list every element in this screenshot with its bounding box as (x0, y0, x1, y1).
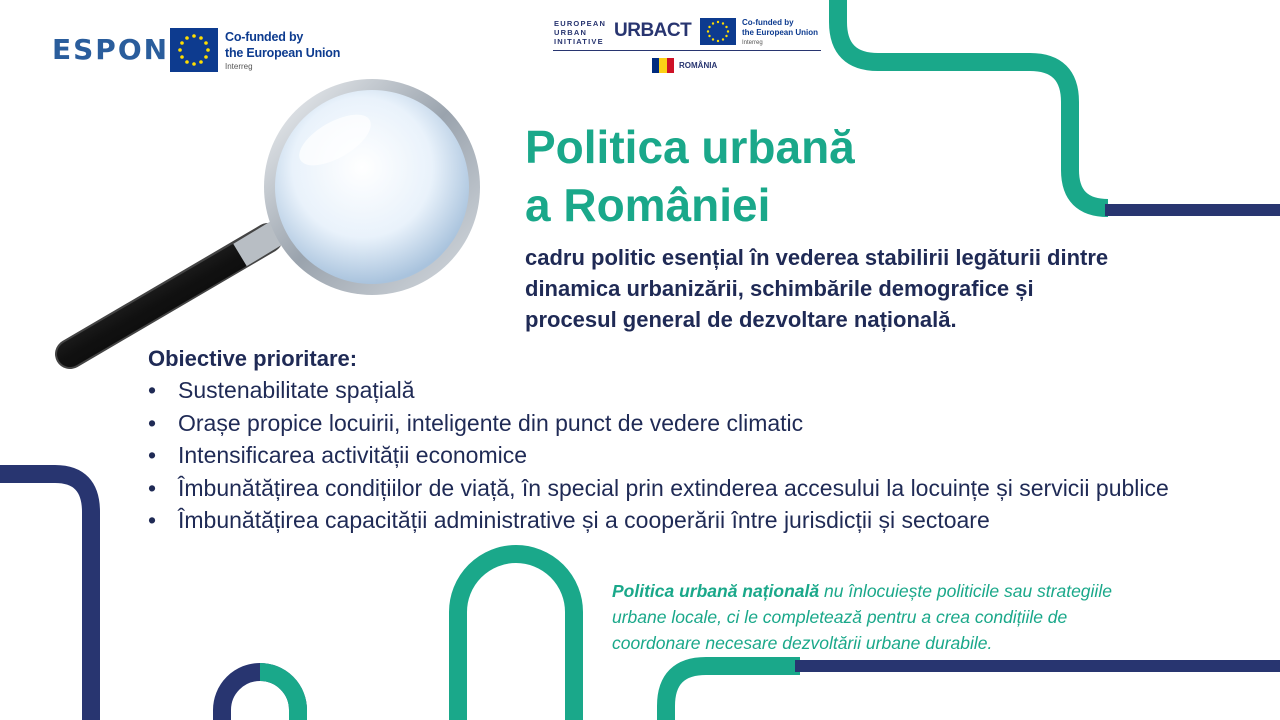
urbact-program-label: Interreg (742, 40, 763, 46)
espon-cofunded-text (225, 29, 340, 61)
logo-divider (553, 50, 821, 51)
bullet: • (148, 442, 157, 468)
navy-curve-left (0, 474, 91, 720)
magnifying-glass-icon (70, 79, 480, 354)
objective-text: Intensificarea activității economice (178, 442, 527, 468)
eui-line-3: INITIATIVE (554, 37, 604, 46)
espon-program-label: Interreg (225, 62, 253, 71)
list-item (148, 407, 1248, 440)
eui-line-1: EUROPEAN (554, 19, 607, 28)
eui-line-2: URBAN (554, 28, 588, 37)
teal-curve-top-right (838, 0, 1108, 208)
title-line-1: Politica urbană (525, 121, 855, 173)
note-line-3: coordonare necesare dezvoltării urbane durabile. (612, 633, 993, 653)
objectives-list (148, 374, 1248, 537)
cofunded-line-1: Co-funded by (225, 30, 304, 44)
objectives-heading: Obiective prioritare: (148, 346, 358, 371)
page-subtitle (525, 242, 1280, 335)
teal-curve-bottom-right (666, 666, 800, 720)
objective-text: Îmbunătățirea condițiilor de viață, în special prin extinderea accesului la locuințe și servicii publice (178, 474, 1169, 501)
objective-text: Îmbunătățirea capacității administrative și a cooperării între jurisdicții și sectoare (178, 507, 990, 533)
cofunded-line-1: Co-funded by (742, 18, 794, 27)
teal-ring-bottom (260, 672, 298, 720)
eu-flag-icon (170, 28, 218, 72)
note-line-1 (612, 578, 1252, 604)
note-emphasis: Politica urbană națională (612, 581, 820, 601)
page-title (525, 118, 855, 234)
teal-arch-bottom (458, 554, 574, 720)
cofunded-line-2: the European Union (742, 28, 818, 37)
list-item (148, 504, 1248, 537)
bullet: • (148, 507, 157, 533)
note-line-2: urbane locale, ci le completează pentru a crea condițiile de (612, 607, 1068, 627)
eui-label (554, 19, 606, 46)
list-item (148, 472, 1248, 505)
subtitle-line-2: dinamica urbanizării, schimbările demografice și (525, 276, 1034, 301)
title-line-2: a României (525, 179, 771, 231)
urbact-logo: URBACT (614, 20, 692, 41)
cofunded-line-2: the European Union (225, 46, 341, 60)
objective-text: Orașe propice locuirii, inteligente din punct de vedere climatic (178, 409, 804, 436)
romania-flag-icon (652, 58, 674, 73)
subtitle-line-3: procesul general de dezvoltare națională. (525, 307, 957, 332)
bullet: • (148, 474, 157, 501)
policy-note (612, 578, 1252, 656)
list-item (148, 439, 1248, 472)
eu-flag-icon (700, 18, 736, 45)
bullet: • (148, 409, 157, 436)
list-item (148, 374, 1248, 407)
country-label: ROMÂNIA (679, 61, 718, 70)
urbact-cofunded-text (742, 18, 818, 38)
note-text: nu înlocuiește politicile sau strategiile (819, 581, 1112, 601)
subtitle-line-1: cadru politic esențial în vederea stabilirii legăturii dintre (525, 245, 1109, 270)
objective-text: Sustenabilitate spațială (178, 377, 415, 403)
espon-logo: ESPON (52, 33, 170, 66)
bullet: • (148, 377, 157, 403)
